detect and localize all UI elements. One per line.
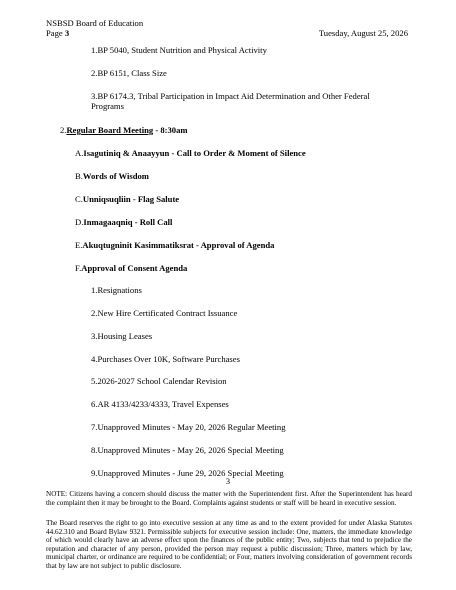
page-number: 3 — [64, 28, 70, 38]
page-indicator — [46, 28, 143, 38]
agenda-section: F.Approval of Consent Agenda — [75, 263, 188, 273]
consent-item: 1.Resignations — [91, 285, 142, 295]
executive-session-note: The Board reserves the right to go into executive session at any time as and to the extent provided for under Alaska Statutes 44.62.310 and Board Bylaw 9321. Permissible subjects for executive session include: One, matters, the immediate knowledge of which would clearly have an adverse effect upon the finances of the public entity; Two, subjects that tend to prejudice the reputation and character of any person, provided the person may request a public discussion; Three, matters which by law, municipal charter, or ordinance are required to be confidential; or Four, matters involving consideration of government records that by law are not subject to public disclosure. — [46, 519, 412, 570]
org-name: NSBSD Board of Education — [46, 18, 144, 28]
consent-item: 6.AR 4133/4233/4333, Travel Expenses — [91, 399, 229, 409]
meeting-title: Regular Board Meeting — [66, 125, 154, 135]
consent-item: 8.Unapproved Minutes - May 26, 2026 Special Meeting — [91, 445, 284, 455]
agenda-section: D.Inmagaaqniq - Roll Call — [75, 217, 173, 227]
agenda-section: A.Isagutiniq & Anaayyun - Call to Order & Moment of Silence — [75, 148, 306, 158]
page-label: Page — [46, 28, 65, 38]
consent-item: 2.New Hire Certificated Contract Issuance — [91, 308, 238, 318]
consent-item: 7.Unapproved Minutes - May 20, 2026 Regular Meeting — [91, 422, 286, 432]
consent-item: 5.2026-2027 School Calendar Revision — [91, 376, 227, 386]
consent-item: 9.Unapproved Minutes - June 29, 2026 Special Meeting — [91, 468, 284, 478]
meeting-heading — [60, 125, 188, 135]
footer-page-number: 3 — [225, 477, 231, 486]
consent-item: 3.Housing Leases — [91, 331, 153, 341]
page-header-left — [46, 18, 143, 38]
meeting-time: - 8:30am — [153, 125, 188, 135]
meeting-number: 2. — [60, 125, 67, 135]
agenda-section: B.Words of Wisdom — [75, 171, 149, 181]
consent-item: 4.Purchases Over 10K, Software Purchases — [91, 354, 240, 364]
agenda-section: E.Akuqtugninit Kasimmatiksrat - Approval of Agenda — [75, 240, 275, 250]
policy-item: 3.BP 6174.3, Tribal Participation in Impact Aid Determination and Other Federal Programs — [91, 91, 370, 111]
citizen-note: NOTE: Citizens having a concern should discuss the matter with the Superintendent first. After the Superintendent has heard the complaint then it may be brought to the Board. Complaints against students or staff will be heard in executive session. — [46, 490, 412, 507]
meeting-date: Tuesday, August 25, 2026 — [318, 28, 408, 38]
policy-item: 1.BP 5040, Student Nutrition and Physical Activity — [91, 45, 267, 55]
agenda-section: C.Unniqsuqliin - Flag Salute — [75, 194, 180, 204]
policy-item: 2.BP 6151, Class Size — [91, 68, 167, 78]
